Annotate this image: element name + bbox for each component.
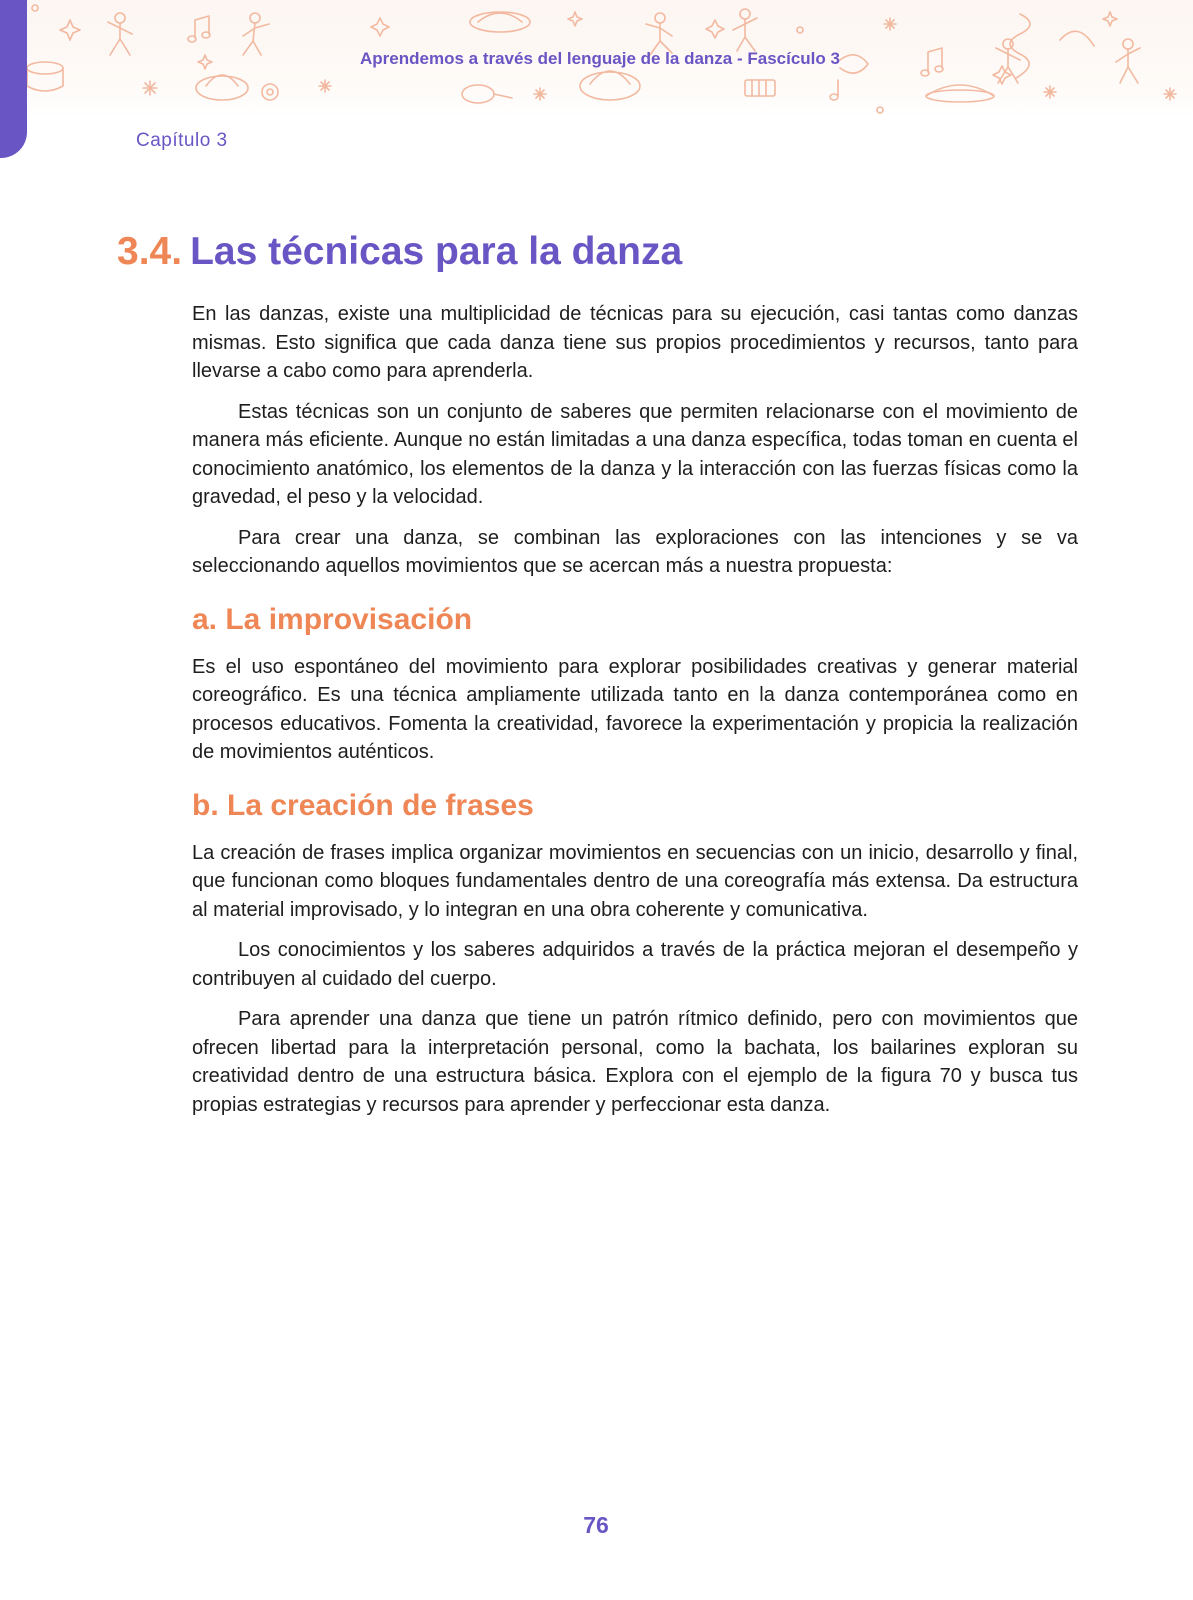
chapter-side-tab (0, 0, 27, 158)
paragraph: Estas técnicas son un conjunto de saberes que permiten relacionarse con el movimiento de manera más eficiente. Aunque no están limitadas a una danza específica, todas toman en cuenta el conocimiento anatómico, los elementos de la danza y la interacción con las fuerzas físicas como la gravedad, el peso y la velocidad. (192, 400, 1078, 508)
paragraph: La creación de frases implica organizar movimientos en secuencias con un inicio, desarrollo y final, que funcionan como bloques fundamentales dentro de una coreografía más extensa. Da estructura al material improvisado, y lo integran en una obra coherente y comunicativa. (192, 841, 1078, 921)
maraca-icon (462, 85, 512, 103)
section-number: 3.4. (117, 230, 183, 273)
section-title (117, 228, 682, 276)
subsection-heading-creacion-frases: b. La creación de frases (192, 788, 534, 822)
section-title-text: Las técnicas para la danza (190, 230, 683, 273)
paragraph: Los conocimientos y los saberes adquiridos a través de la práctica mejoran el desempeño y contribuyen al cuidado del cuerpo. (192, 939, 1078, 990)
paragraph: En las danzas, existe una multiplicidad de técnicas para su ejecución, casi tantas como danzas mismas. Esto significa que cada danza tiene sus propios procedimientos y recursos, tanto para llevarse a cabo como para aprenderla. (192, 303, 1078, 382)
paragraph: Para aprender una danza que tiene un patrón rítmico definido, pero con movimientos que ofrecen libertad para la interpretación personal, como la bachata, los bailarines exploran su creatividad dentro de una estructura básica. Explora con el ejemplo de la figura 70 y busca tus propias estrategias y recursos para aprender y perfeccionar esta danza. (192, 1008, 1078, 1116)
paragraph: Para crear una danza, se combinan las exploraciones con las intenciones y se va seleccionando aquellos movimientos que se acercan más a nuestra propuesta: (192, 526, 1078, 577)
dancer-figure-icon (108, 9, 1140, 83)
body-content (192, 300, 1078, 1131)
subsection-heading-improvisacion: a. La improvisación (192, 602, 473, 636)
paragraph: Es el uso espontáneo del movimiento para explorar posibilidades creativas y generar material coreográfico. Es una técnica ampliamente utilizada tanto en la danza contemporánea como en procesos educativos. Fomenta la creatividad, favorece la experimentación y propicia la realización de movimientos auténticos. (192, 655, 1078, 763)
sparkle-icon (60, 12, 1117, 84)
running-header: Aprendemos a través del lenguaje de la danza - Fascículo 3 (360, 49, 840, 68)
page-number: 76 (583, 1512, 609, 1538)
keyboard-icon (745, 80, 775, 96)
chapter-label: Capítulo 3 (136, 130, 228, 151)
